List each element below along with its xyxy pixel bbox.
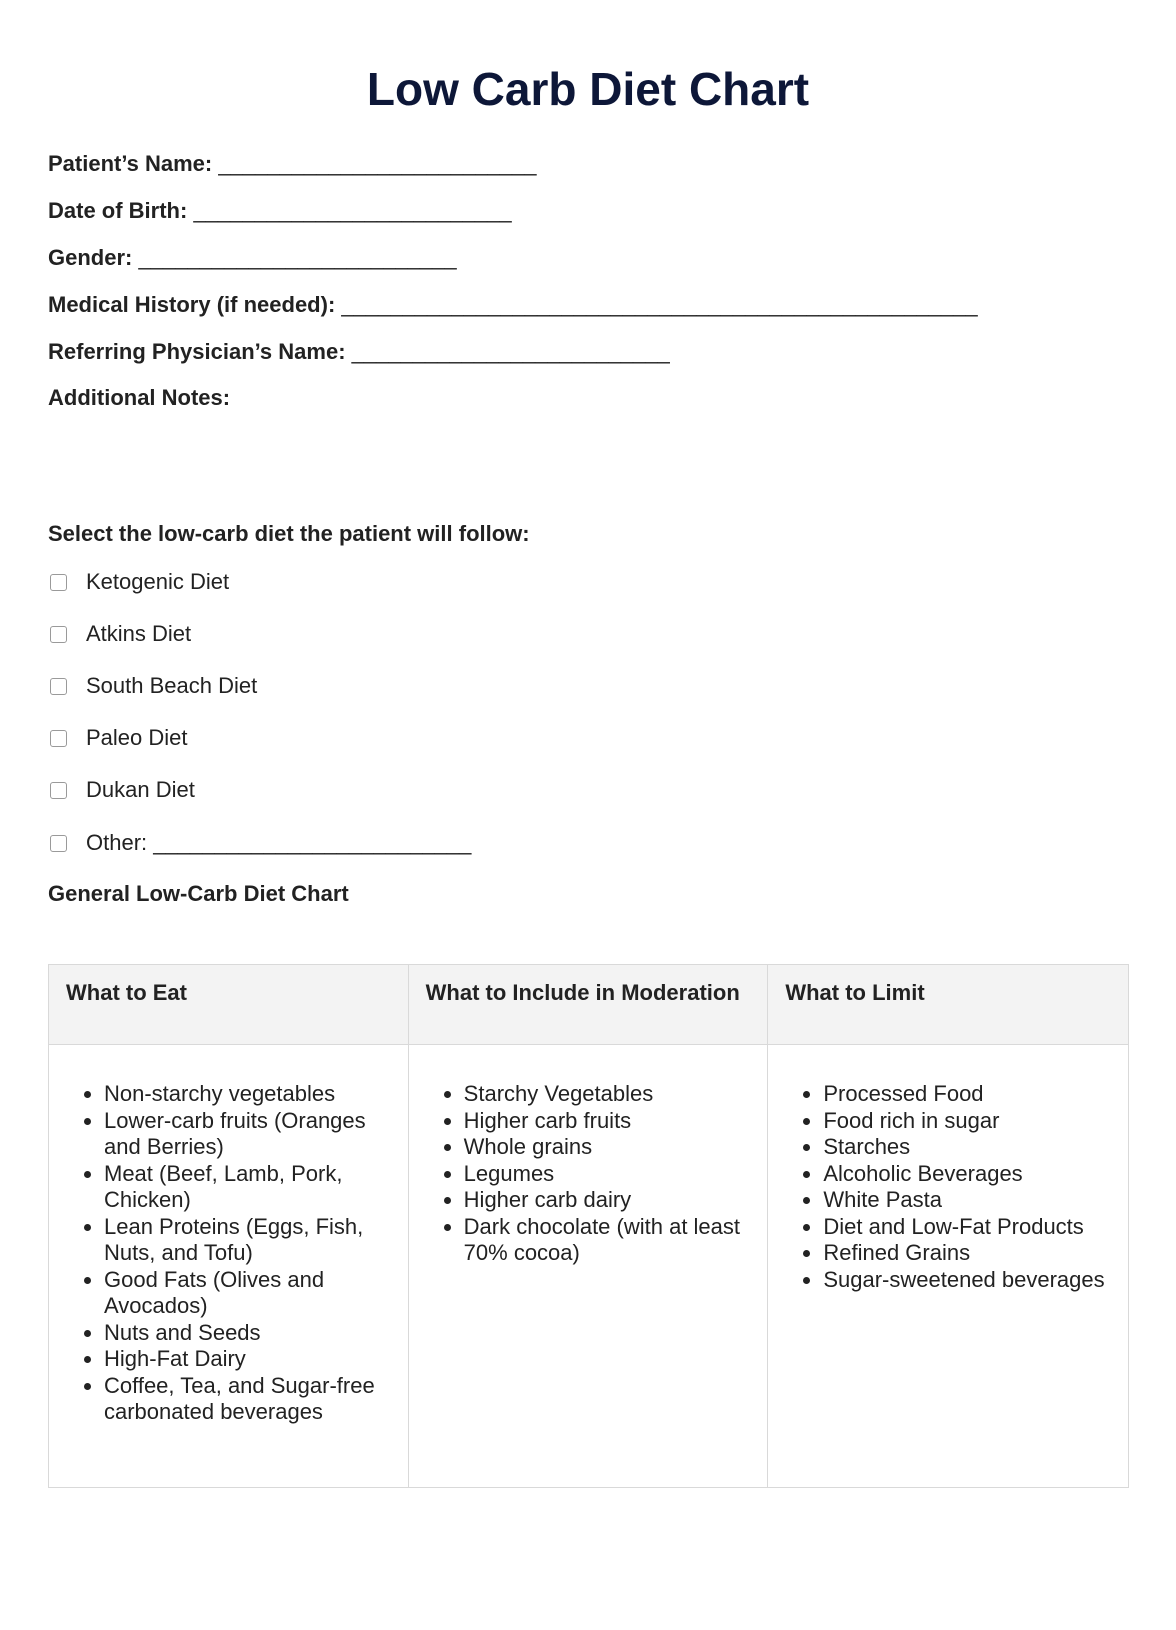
list-item: • Whole grains bbox=[464, 1134, 752, 1161]
column-header: What to Eat bbox=[49, 965, 408, 1045]
column-include-in-moderation bbox=[409, 965, 769, 1487]
patient-name-label: Patient’s Name: bbox=[48, 151, 213, 176]
list-item: • Legumes bbox=[464, 1161, 752, 1188]
option-label: Ketogenic Diet bbox=[86, 569, 230, 594]
list-item: • Sugar-sweetened beverages bbox=[823, 1267, 1112, 1294]
column-header: What to Include in Moderation bbox=[409, 965, 768, 1045]
diet-chart-table bbox=[48, 964, 1129, 1488]
checkbox-other[interactable] bbox=[50, 835, 67, 852]
option-label: South Beach Diet bbox=[86, 673, 258, 698]
food-list bbox=[49, 1081, 392, 1426]
referring-physician-blank[interactable]: __________________________ bbox=[351, 339, 670, 364]
list-item: • Good Fats (Olives and Avocados) bbox=[104, 1267, 392, 1320]
checkbox-atkins-diet[interactable] bbox=[50, 626, 67, 643]
column-body bbox=[409, 1045, 768, 1267]
patient-name-blank[interactable]: __________________________ bbox=[218, 151, 537, 176]
list-item: • High-Fat Dairy bbox=[104, 1346, 392, 1373]
column-body bbox=[49, 1045, 408, 1426]
additional-notes-field[interactable] bbox=[48, 385, 230, 411]
column-header: What to Limit bbox=[768, 965, 1128, 1045]
column-what-to-eat bbox=[49, 965, 409, 1487]
list-item: • Coffee, Tea, and Sugar-free carbonated beverages bbox=[104, 1373, 392, 1426]
option-label: Paleo Diet bbox=[86, 725, 188, 750]
list-item: • Processed Food bbox=[823, 1081, 1112, 1108]
list-item: • Higher carb fruits bbox=[464, 1108, 752, 1135]
food-list bbox=[768, 1081, 1112, 1293]
list-item: • Refined Grains bbox=[823, 1240, 1112, 1267]
list-item: • Lower-carb fruits (Oranges and Berries) bbox=[104, 1108, 392, 1161]
date-of-birth-field[interactable] bbox=[48, 198, 512, 224]
column-body bbox=[768, 1045, 1128, 1293]
list-item: • Higher carb dairy bbox=[464, 1187, 752, 1214]
option-ketogenic-diet[interactable] bbox=[50, 567, 229, 597]
date-of-birth-blank[interactable]: __________________________ bbox=[193, 198, 512, 223]
checkbox-ketogenic-diet[interactable] bbox=[50, 574, 67, 591]
list-item: • Meat (Beef, Lamb, Pork, Chicken) bbox=[104, 1161, 392, 1214]
additional-notes-label: Additional Notes: bbox=[48, 385, 231, 410]
option-label: Dukan Diet bbox=[86, 777, 195, 802]
medical-history-field[interactable] bbox=[48, 292, 978, 318]
medical-history-label: Medical History (if needed): bbox=[48, 292, 336, 317]
referring-physician-label: Referring Physician’s Name: bbox=[48, 339, 346, 364]
option-atkins-diet[interactable] bbox=[50, 619, 191, 649]
list-item: • Food rich in sugar bbox=[823, 1108, 1112, 1135]
chart-heading: General Low-Carb Diet Chart bbox=[48, 881, 349, 906]
gender-label: Gender: bbox=[48, 245, 133, 270]
option-paleo-diet[interactable] bbox=[50, 723, 188, 753]
page-title: Low Carb Diet Chart bbox=[366, 63, 810, 115]
list-item: • Starches bbox=[823, 1134, 1112, 1161]
list-item: • Nuts and Seeds bbox=[104, 1320, 392, 1347]
patient-name-field[interactable] bbox=[48, 151, 537, 177]
list-item: • Alcoholic Beverages bbox=[823, 1161, 1112, 1188]
date-of-birth-label: Date of Birth: bbox=[48, 198, 188, 223]
option-label: Other: __________________________ bbox=[86, 830, 472, 855]
list-item: • Non-starchy vegetables bbox=[104, 1081, 392, 1108]
option-label: Atkins Diet bbox=[86, 621, 192, 646]
referring-physician-field[interactable] bbox=[48, 339, 670, 365]
checkbox-dukan-diet[interactable] bbox=[50, 782, 67, 799]
option-south-beach-diet[interactable] bbox=[50, 671, 257, 701]
medical-history-blank[interactable]: ____________________________________________________ bbox=[341, 292, 978, 317]
gender-blank[interactable]: __________________________ bbox=[138, 245, 457, 270]
food-list bbox=[409, 1081, 752, 1267]
list-item: • Dark chocolate (with at least 70% cocoa) bbox=[464, 1214, 752, 1267]
list-item: • White Pasta bbox=[823, 1187, 1112, 1214]
option-dukan-diet[interactable] bbox=[50, 775, 195, 805]
diet-selection-prompt: Select the low-carb diet the patient will follow: bbox=[48, 521, 530, 546]
checkbox-south-beach-diet[interactable] bbox=[50, 678, 67, 695]
option-other[interactable] bbox=[50, 828, 471, 858]
gender-field[interactable] bbox=[48, 245, 457, 271]
column-what-to-limit bbox=[768, 965, 1128, 1487]
list-item: • Lean Proteins (Eggs, Fish, Nuts, and Tofu) bbox=[104, 1214, 392, 1267]
list-item: • Starchy Vegetables bbox=[464, 1081, 752, 1108]
list-item: • Diet and Low-Fat Products bbox=[823, 1214, 1112, 1241]
checkbox-paleo-diet[interactable] bbox=[50, 730, 67, 747]
